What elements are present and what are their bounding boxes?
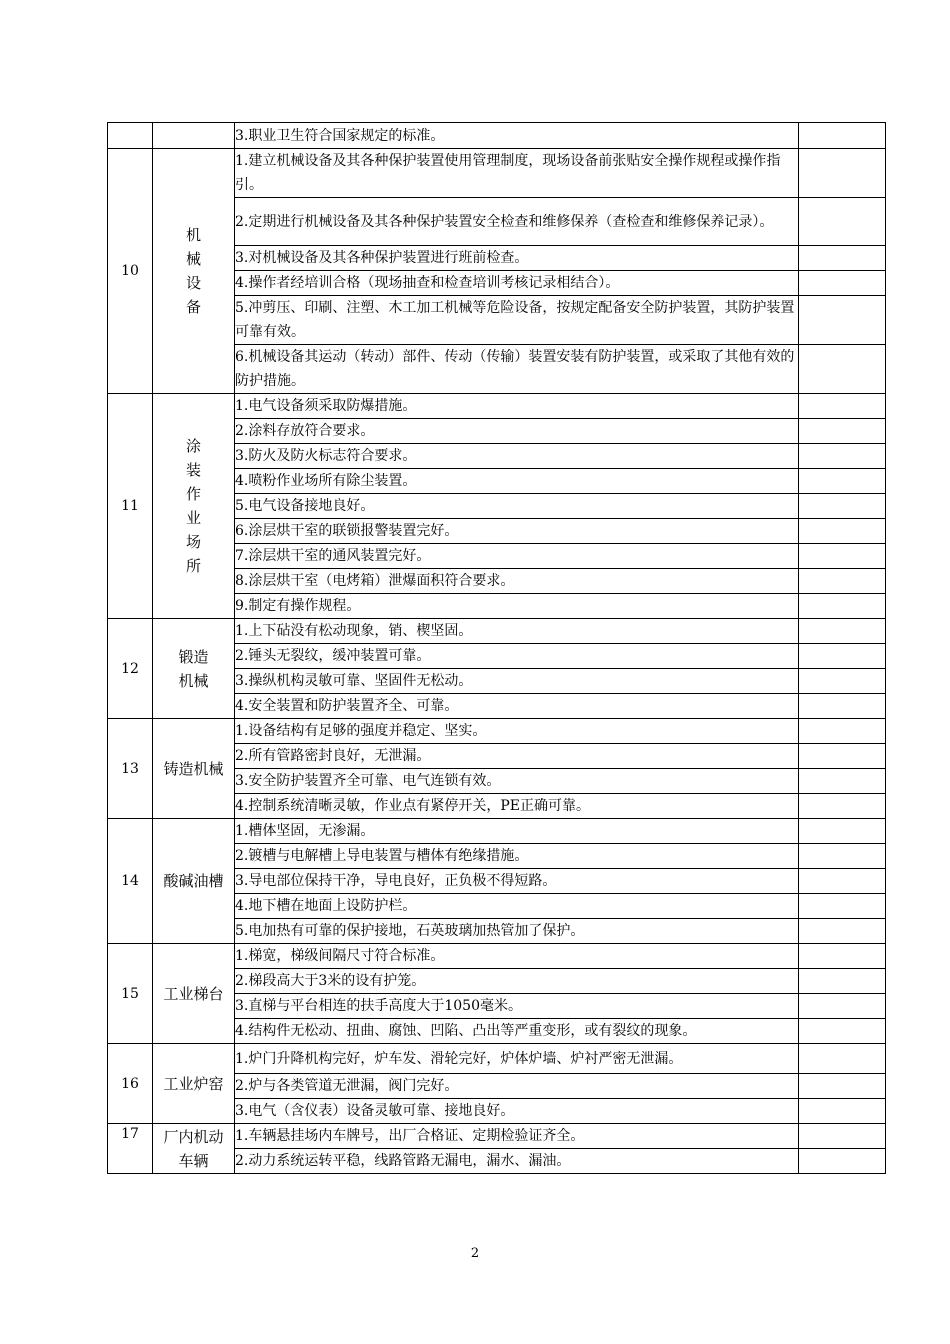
category-text: 锻造 [178, 647, 209, 666]
checklist-item: 4.操作者经培训合格（现场抽查和检查培训考核记录相结合）。 [235, 271, 799, 296]
category-text: 械 [185, 250, 201, 268]
result-cell [799, 869, 886, 894]
category-text: 厂内机动 [163, 1127, 224, 1146]
checklist-item: 2.锤头无裂纹，缓冲装置可靠。 [235, 644, 799, 669]
table-row [108, 719, 886, 744]
section-category [153, 619, 235, 719]
section-category [153, 149, 235, 394]
section-number: 15 [108, 944, 153, 1044]
checklist-item: 2.动力系统运转平稳，线路管路无漏电，漏水、漏油。 [235, 1149, 799, 1174]
result-cell [799, 994, 886, 1019]
checklist-item: 3.安全防护装置齐全可靠、电气连锁有效。 [235, 769, 799, 794]
checklist-item: 1.上下砧没有松动现象，销、楔坚固。 [235, 619, 799, 644]
category-text: 所 [185, 557, 201, 575]
table-row [108, 149, 886, 198]
checklist-item: 1.建立机械设备及其各种保护装置使用管理制度，现场设备前张贴安全操作规程或操作指引。 [235, 149, 799, 198]
category-text: 设 [185, 274, 201, 292]
table-row [108, 944, 886, 969]
result-cell [799, 123, 886, 149]
result-cell [799, 769, 886, 794]
checklist-item: 2.所有管路密封良好，无泄漏。 [235, 744, 799, 769]
page-number: 2 [470, 1246, 480, 1261]
result-cell [799, 1074, 886, 1099]
inspection-table [107, 122, 886, 1174]
checklist-item: 2.梯段高大于3米的设有护笼。 [235, 969, 799, 994]
table-row [108, 1124, 886, 1149]
checklist-item: 5.电气设备接地良好。 [235, 494, 799, 519]
section-number: 16 [108, 1044, 153, 1124]
result-cell [799, 719, 886, 744]
result-cell [799, 198, 886, 246]
checklist-item: 1.槽体坚固，无渗漏。 [235, 819, 799, 844]
result-cell [799, 149, 886, 198]
result-cell [799, 345, 886, 394]
result-cell [799, 794, 886, 819]
result-cell [799, 246, 886, 271]
result-cell [799, 494, 886, 519]
category-text: 工业炉窑 [163, 1074, 224, 1093]
section-category [153, 944, 235, 1044]
item-cell: 3.职业卫生符合国家规定的标准。 [235, 123, 799, 149]
checklist-item: 4.安全装置和防护装置齐全、可靠。 [235, 694, 799, 719]
section-number: 14 [108, 819, 153, 944]
result-cell [799, 544, 886, 569]
result-cell [799, 419, 886, 444]
result-cell [799, 594, 886, 619]
result-cell [799, 1149, 886, 1174]
checklist-item: 2.镀槽与电解槽上导电装置与槽体有绝缘措施。 [235, 844, 799, 869]
table-row [108, 1044, 886, 1074]
category-text: 涂 [185, 437, 201, 455]
section-number: 17 [108, 1124, 153, 1174]
result-cell [799, 569, 886, 594]
checklist-item: 5.冲剪压、印刷、注塑、木工加工机械等危险设备，按规定配备安全防护装置，其防护装置可靠有效。 [235, 296, 799, 345]
checklist-item: 1.车辆悬挂场内车牌号，出厂合格证、定期检验证齐全。 [235, 1124, 799, 1149]
checklist-item: 1.炉门升降机构完好，炉车发、滑轮完好，炉体炉墙、炉衬严密无泄漏。 [235, 1044, 799, 1074]
section-category [153, 819, 235, 944]
checklist-item: 2.涂料存放符合要求。 [235, 419, 799, 444]
section-category [153, 1124, 235, 1174]
checklist-item: 4.喷粉作业场所有除尘装置。 [235, 469, 799, 494]
table-row [108, 819, 886, 844]
section-number: 10 [108, 149, 153, 394]
category-text: 场 [185, 533, 201, 551]
result-cell [799, 1019, 886, 1044]
result-cell [799, 694, 886, 719]
section-category [153, 1044, 235, 1124]
number-cell [108, 123, 153, 149]
checklist-item: 4.地下槽在地面上设防护栏。 [235, 894, 799, 919]
result-cell [799, 919, 886, 944]
section-number: 13 [108, 719, 153, 819]
section-number: 12 [108, 619, 153, 719]
checklist-item: 6.机械设备其运动（转动）部件、传动（传输）装置安装有防护装置，或采取了其他有效的防护措施。 [235, 345, 799, 394]
checklist-item: 3.对机械设备及其各种保护装置进行班前检查。 [235, 246, 799, 271]
result-cell [799, 894, 886, 919]
category-text: 铸造机械 [163, 759, 224, 778]
result-cell [799, 819, 886, 844]
category-cell [153, 123, 235, 149]
result-cell [799, 944, 886, 969]
category-text: 工业梯台 [163, 984, 224, 1003]
result-cell [799, 1099, 886, 1124]
checklist-item: 4.控制系统清晰灵敏，作业点有紧停开关，PE正确可靠。 [235, 794, 799, 819]
checklist-item: 2.定期进行机械设备及其各种保护装置安全检查和维修保养（查检查和维修保养记录）。 [235, 198, 799, 246]
category-text: 机械 [178, 671, 209, 690]
result-cell [799, 844, 886, 869]
checklist-item: 1.设备结构有足够的强度并稳定、坚实。 [235, 719, 799, 744]
category-text: 酸碱油槽 [163, 872, 224, 890]
checklist-item: 9.制定有操作规程。 [235, 594, 799, 619]
result-cell [799, 394, 886, 419]
checklist-item: 4.结构件无松动、扭曲、腐蚀、凹陷、凸出等严重变形，或有裂纹的现象。 [235, 1019, 799, 1044]
checklist-item: 1.梯宽，梯级间隔尺寸符合标准。 [235, 944, 799, 969]
checklist-item: 3.直梯与平台相连的扶手高度大于1050毫米。 [235, 994, 799, 1019]
section-category [153, 719, 235, 819]
result-cell [799, 271, 886, 296]
result-cell [799, 644, 886, 669]
section-category [153, 394, 235, 619]
checklist-item: 1.电气设备须采取防爆措施。 [235, 394, 799, 419]
checklist-item: 5.电加热有可靠的保护接地，石英玻璃加热管加了保护。 [235, 919, 799, 944]
category-text: 作 [185, 485, 201, 503]
result-cell [799, 296, 886, 345]
result-cell [799, 1044, 886, 1074]
category-text: 备 [185, 298, 201, 316]
checklist-item: 3.防火及防火标志符合要求。 [235, 444, 799, 469]
checklist-item: 7.涂层烘干室的通风装置完好。 [235, 544, 799, 569]
checklist-item: 3.导电部位保持干净，导电良好，正负极不得短路。 [235, 869, 799, 894]
result-cell [799, 969, 886, 994]
result-cell [799, 669, 886, 694]
category-text: 车辆 [178, 1151, 209, 1170]
category-text: 机 [185, 226, 201, 244]
category-text: 装 [185, 461, 201, 479]
table-row-continued [108, 123, 886, 149]
checklist-item: 3.操纵机构灵敏可靠、坚固件无松动。 [235, 669, 799, 694]
checklist-item: 6.涂层烘干室的联锁报警装置完好。 [235, 519, 799, 544]
category-text: 业 [185, 509, 201, 527]
result-cell [799, 1124, 886, 1149]
result-cell [799, 744, 886, 769]
checklist-item: 3.电气（含仪表）设备灵敏可靠、接地良好。 [235, 1099, 799, 1124]
table-row [108, 619, 886, 644]
checklist-item: 2.炉与各类管道无泄漏，阀门完好。 [235, 1074, 799, 1099]
result-cell [799, 619, 886, 644]
checklist-item: 8.涂层烘干室（电烤箱）泄爆面积符合要求。 [235, 569, 799, 594]
result-cell [799, 519, 886, 544]
section-number: 11 [108, 394, 153, 619]
result-cell [799, 469, 886, 494]
table-row [108, 394, 886, 419]
result-cell [799, 444, 886, 469]
